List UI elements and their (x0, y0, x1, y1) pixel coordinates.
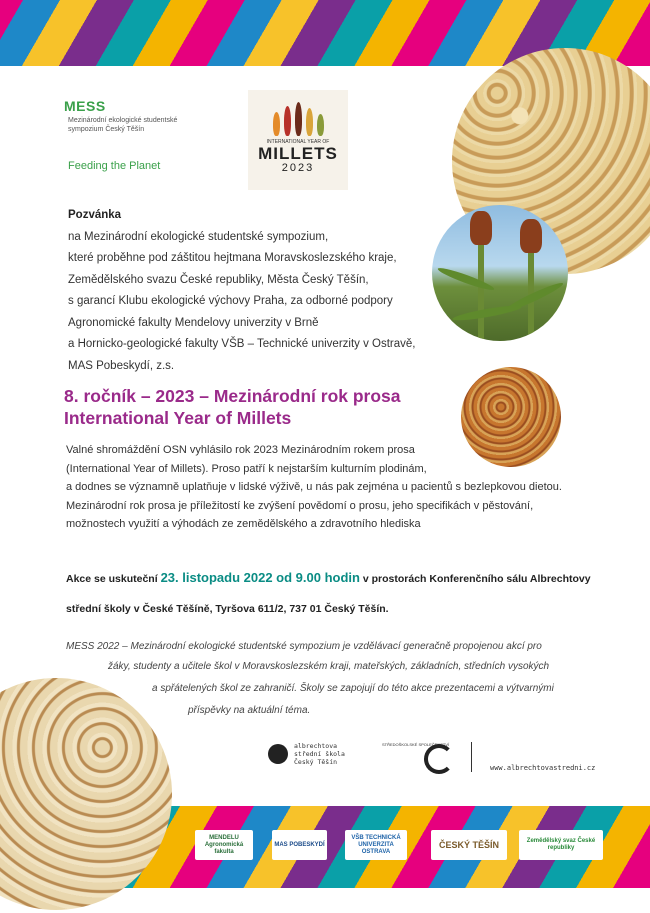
mess-note-line: příspěvky na aktuální téma. (188, 705, 311, 716)
event-line-2: střední školy v České Těšíně, Tyršova 611/2, 737 01 Český Těšín. (66, 603, 389, 615)
sponsor-logo: MAS POBESKYDÍ (272, 830, 327, 860)
sponsor-logo: VŠB TECHNICKÁ UNIVERZITA OSTRAVA (345, 830, 407, 860)
event-line-1 (66, 563, 626, 594)
body-line: Valné shromáždění OSN vyhlásilo rok 2023 Mezinárodním rokem prosa (66, 444, 415, 456)
invitation-line: a Hornicko-geologické fakulty VŠB – Technické univerzity v Ostravě, (68, 338, 416, 350)
headline-line-1: 8. ročník – 2023 – Mezinárodní rok prosa (64, 386, 401, 406)
invitation-line: Agronomické fakulty Mendelovy univerzity v Brně (68, 316, 319, 329)
headline (64, 385, 401, 429)
millet-plants-icon (248, 100, 348, 136)
invitation-line: které proběhne pod záštitou hejtmana Moravskoslezského kraje, (68, 252, 397, 264)
feeding-the-planet: Feeding the Planet (68, 160, 161, 172)
event-info (66, 563, 626, 624)
body-line: a dodnes se významně uplatňuje v lidské výživě, u nás pak zejména u pacientů s bezlepkovou dietou. (66, 481, 562, 493)
mess-note-line: a spřátelených škol ze zahraničí. Školy se zapojují do této akce prezentacemi a výtvarnými (152, 683, 554, 694)
body-line: Mezinárodní rok prosa je příležitostí ke zvýšení povědomí o prosu, jeho specifikách v pěstování, (66, 499, 534, 512)
mess-subtitle: Mezinárodní ekologické studentské sympozium Český Těšín (68, 117, 178, 133)
invitation-block (68, 205, 416, 377)
albrechtova-logo (268, 742, 345, 766)
body-line: (International Year of Millets). Proso patří k nejstarším kulturním plodinám, (66, 462, 427, 475)
invitation-line: Zemědělského svazu České republiky, Města Český Těšín, (68, 273, 369, 286)
invitation-line: na Mezinárodní ekologické studentské sympozium, (68, 230, 329, 243)
sponsor-logo: Zemědělský svaz České republiky (519, 830, 603, 860)
body-paragraph (66, 441, 596, 534)
mess-logo: MESS (64, 98, 106, 114)
invitation-title: Pozvánka (68, 209, 122, 221)
albrechtova-text: Český Těšín (294, 758, 338, 766)
invitation-line: s garancí Klubu ekologické výchovy Praha, za odborné podpory (68, 295, 393, 307)
mess-note-line: žáky, studenty a učitele škol v Moravskoslezském kraji, mateřských, základních, středních vysokých (108, 661, 550, 672)
body-line: možnostech využití a výhodách ze zemědělského a zdravotního hlediska (66, 518, 421, 530)
ring-logo (382, 742, 452, 774)
invitation-line: MAS Pobeskydí, z.s. (68, 359, 175, 372)
event-suffix: v prostorách Konferenčního sálu Albrechtovy (362, 573, 591, 585)
mess-note-line: MESS 2022 – Mezinárodní ekologické studentské sympozium je vzdělávací generačně propojenou akcí pro (66, 641, 542, 652)
millets-2023-logo (248, 90, 348, 190)
headline-line-2: International Year of Millets (64, 408, 292, 428)
millets-logo-big: MILLETS (258, 144, 338, 163)
sorghum-field-photo (432, 205, 568, 341)
ring-icon (424, 744, 454, 774)
ring-caption: STŘEDOŠKOLSKÉ SPOLEČENSTVÍ (382, 742, 450, 747)
logo-separator (471, 742, 472, 772)
millets-logo-year: 2023 (281, 162, 315, 174)
millets-logo-small: INTERNATIONAL YEAR OF (266, 139, 330, 145)
albrechtova-text: střední škola (294, 750, 345, 758)
event-date: 23. listopadu 2022 od 9.00 hodin (160, 570, 360, 585)
school-url: www.albrechtovastredni.cz (490, 764, 596, 772)
sponsor-logo: MENDELU Agronomická fakulta (195, 830, 253, 860)
albrechtova-icon (268, 744, 288, 764)
event-prefix: Akce se uskuteční (66, 573, 158, 585)
sponsor-logo: ČESKÝ TĚŠÍN (431, 830, 507, 860)
albrechtova-text: albrechtova (294, 742, 338, 750)
